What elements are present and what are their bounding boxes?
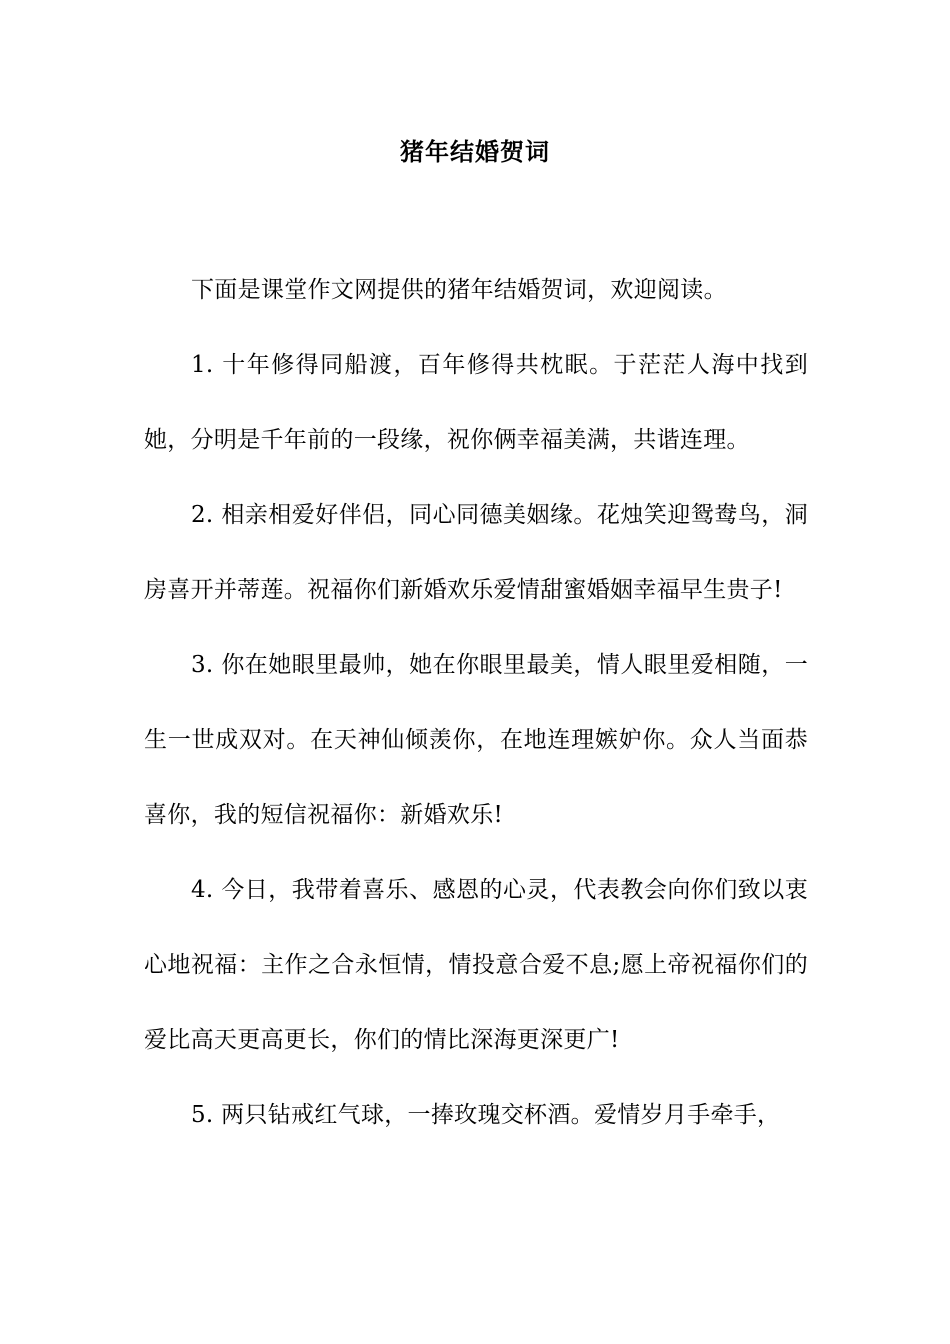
paragraph-5: 5. 两只钻戒红气球，一捧玫瑰交杯酒。爱情岁月手牵手， (191, 1102, 781, 1128)
paragraph-4: 4. 今日，我带着喜乐、感恩的心灵，代表教会向你们致以衷心地祝福：主作之合永恒情，情投意合爱不息;愿上帝祝福你们的爱比高天更高更长，你们的情比深海更深更广! (144, 877, 808, 1053)
paragraph-3: 3. 你在她眼里最帅，她在你眼里最美，情人眼里爱相随，一生一世成双对。在天神仙倾羡你，在地连理嫉妒你。众人当面恭喜你，我的短信祝福你：新婚欢乐! (144, 652, 808, 828)
paragraph-2: 2. 相亲相爱好伴侣，同心同德美姻缘。花烛笑迎鸳鸯鸟，洞房喜开并蒂莲。祝福你们新婚欢乐爱情甜蜜婚姻幸福早生贵子! (144, 502, 808, 603)
intro-paragraph: 下面是课堂作文网提供的猪年结婚贺词，欢迎阅读。 (191, 277, 727, 303)
paragraph-1: 1. 十年修得同船渡，百年修得共枕眠。于茫茫人海中找到她，分明是千年前的一段缘，祝你俩幸福美满，共谐连理。 (144, 352, 808, 453)
document-body (144, 253, 808, 1153)
page-title: 猪年结婚贺词 (400, 138, 550, 166)
